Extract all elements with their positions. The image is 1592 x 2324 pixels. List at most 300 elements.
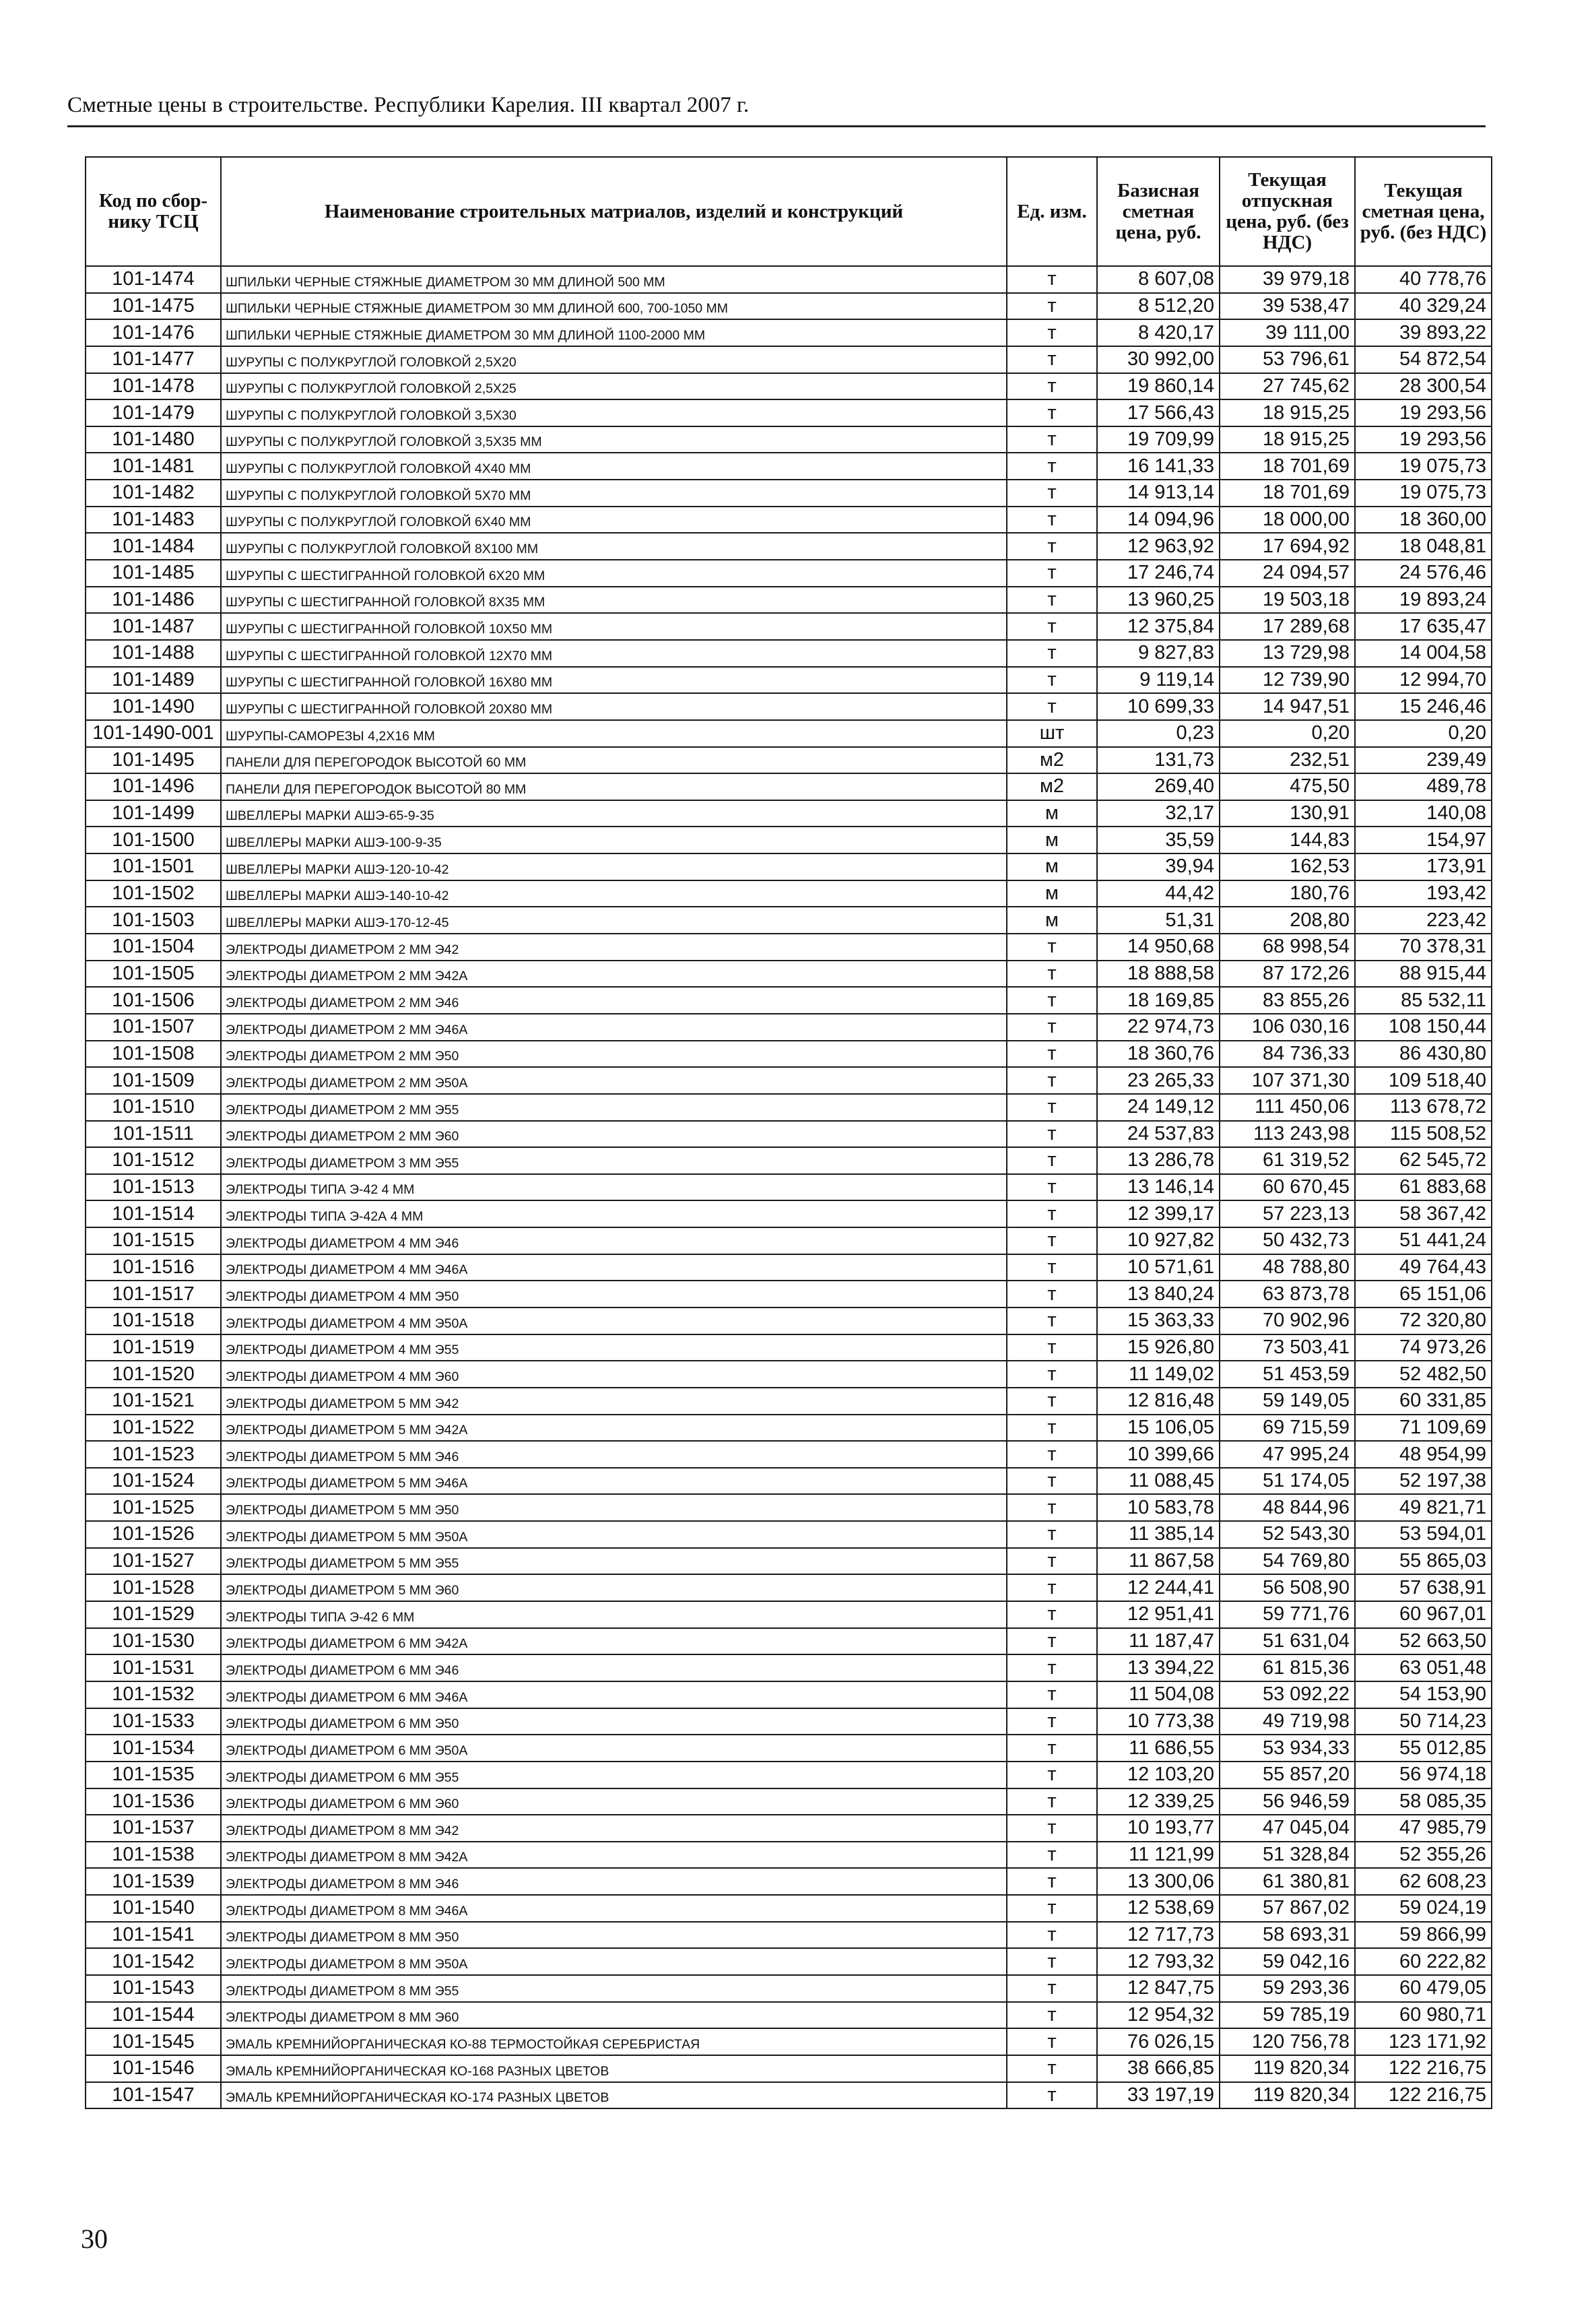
cell-release-price: 58 693,31 <box>1220 1922 1355 1949</box>
cell-code: 101-1520 <box>86 1361 221 1388</box>
cell-code: 101-1485 <box>86 560 221 587</box>
cell-unit: т <box>1007 2055 1097 2082</box>
cell-release-price: 52 543,30 <box>1220 1521 1355 1548</box>
cell-base-price: 12 951,41 <box>1097 1601 1220 1628</box>
cell-release-price: 14 947,51 <box>1220 693 1355 720</box>
cell-code: 101-1526 <box>86 1521 221 1548</box>
cell-name: ШУРУПЫ С ПОЛУКРУГЛОЙ ГОЛОВКОЙ 2,5Х25 <box>221 373 1007 400</box>
cell-base-price: 14 950,68 <box>1097 934 1220 961</box>
cell-estimate-price: 59 024,19 <box>1355 1895 1492 1922</box>
cell-code: 101-1500 <box>86 827 221 853</box>
cell-base-price: 0,23 <box>1097 720 1220 747</box>
cell-release-price: 111 450,06 <box>1220 1094 1355 1121</box>
cell-unit: т <box>1007 2028 1097 2055</box>
cell-code: 101-1538 <box>86 1842 221 1869</box>
cell-release-price: 69 715,59 <box>1220 1415 1355 1442</box>
cell-name: ЭЛЕКТРОДЫ ДИАМЕТРОМ 8 ММ Э42 <box>221 1815 1007 1842</box>
table-row <box>86 1281 1492 1308</box>
cell-unit: т <box>1007 1334 1097 1361</box>
cell-release-price: 53 092,22 <box>1220 1681 1355 1708</box>
cell-estimate-price: 193,42 <box>1355 880 1492 907</box>
cell-base-price: 14 094,96 <box>1097 507 1220 534</box>
cell-code: 101-1537 <box>86 1815 221 1842</box>
cell-release-price: 39 979,18 <box>1220 266 1355 293</box>
cell-code: 101-1539 <box>86 1868 221 1895</box>
cell-code: 101-1495 <box>86 747 221 774</box>
cell-estimate-price: 18 360,00 <box>1355 507 1492 534</box>
cell-base-price: 269,40 <box>1097 773 1220 800</box>
cell-name: ЭЛЕКТРОДЫ ДИАМЕТРОМ 5 ММ Э50А <box>221 1521 1007 1548</box>
cell-unit: т <box>1007 1788 1097 1815</box>
cell-estimate-price: 39 893,22 <box>1355 319 1492 346</box>
cell-name: ЭЛЕКТРОДЫ ДИАМЕТРОМ 5 ММ Э55 <box>221 1548 1007 1575</box>
cell-release-price: 144,83 <box>1220 827 1355 853</box>
cell-code: 101-1487 <box>86 613 221 640</box>
cell-code: 101-1546 <box>86 2055 221 2082</box>
cell-release-price: 50 432,73 <box>1220 1227 1355 1254</box>
cell-base-price: 12 963,92 <box>1097 533 1220 560</box>
cell-name: ЭЛЕКТРОДЫ ДИАМЕТРОМ 5 ММ Э42 <box>221 1388 1007 1415</box>
cell-code: 101-1542 <box>86 1948 221 1975</box>
cell-estimate-price: 28 300,54 <box>1355 373 1492 400</box>
cell-unit: т <box>1007 1681 1097 1708</box>
cell-unit: м <box>1007 853 1097 880</box>
cell-base-price: 12 103,20 <box>1097 1762 1220 1788</box>
cell-release-price: 48 844,96 <box>1220 1494 1355 1521</box>
cell-code: 101-1519 <box>86 1334 221 1361</box>
column-header-unit: Ед. изм. <box>1007 157 1097 266</box>
cell-name: ШУРУПЫ С ПОЛУКРУГЛОЙ ГОЛОВКОЙ 4Х40 ММ <box>221 453 1007 480</box>
cell-name: ШУРУПЫ С ПОЛУКРУГЛОЙ ГОЛОВКОЙ 3,5Х35 ММ <box>221 426 1007 453</box>
cell-name: ЭЛЕКТРОДЫ ДИАМЕТРОМ 2 ММ Э42А <box>221 961 1007 988</box>
cell-release-price: 57 867,02 <box>1220 1895 1355 1922</box>
cell-release-price: 51 453,59 <box>1220 1361 1355 1388</box>
cell-code: 101-1532 <box>86 1681 221 1708</box>
cell-code: 101-1523 <box>86 1441 221 1468</box>
cell-estimate-price: 55 012,85 <box>1355 1735 1492 1762</box>
cell-code: 101-1483 <box>86 507 221 534</box>
table-row <box>86 1681 1492 1708</box>
cell-base-price: 15 106,05 <box>1097 1415 1220 1442</box>
cell-unit: т <box>1007 1895 1097 1922</box>
cell-release-price: 48 788,80 <box>1220 1254 1355 1281</box>
cell-code: 101-1490-001 <box>86 720 221 747</box>
cell-code: 101-1544 <box>86 2002 221 2029</box>
cell-release-price: 39 538,47 <box>1220 293 1355 320</box>
cell-name: ШУРУПЫ С ПОЛУКРУГЛОЙ ГОЛОВКОЙ 3,5Х30 <box>221 399 1007 426</box>
cell-estimate-price: 24 576,46 <box>1355 560 1492 587</box>
cell-code: 101-1511 <box>86 1121 221 1148</box>
cell-release-price: 56 946,59 <box>1220 1788 1355 1815</box>
cell-unit: т <box>1007 1067 1097 1094</box>
cell-estimate-price: 113 678,72 <box>1355 1094 1492 1121</box>
cell-code: 101-1496 <box>86 773 221 800</box>
table-row <box>86 319 1492 346</box>
cell-code: 101-1504 <box>86 934 221 961</box>
cell-release-price: 51 174,05 <box>1220 1468 1355 1495</box>
cell-unit: т <box>1007 1041 1097 1068</box>
cell-name: ЭЛЕКТРОДЫ ДИАМЕТРОМ 5 ММ Э42А <box>221 1415 1007 1442</box>
cell-estimate-price: 40 778,76 <box>1355 266 1492 293</box>
cell-estimate-price: 60 967,01 <box>1355 1601 1492 1628</box>
table-row <box>86 560 1492 587</box>
table-row <box>86 1094 1492 1121</box>
cell-base-price: 44,42 <box>1097 880 1220 907</box>
cell-release-price: 18 701,69 <box>1220 480 1355 507</box>
cell-base-price: 13 960,25 <box>1097 587 1220 614</box>
cell-estimate-price: 57 638,91 <box>1355 1574 1492 1601</box>
cell-estimate-price: 71 109,69 <box>1355 1415 1492 1442</box>
cell-code: 101-1510 <box>86 1094 221 1121</box>
cell-estimate-price: 140,08 <box>1355 800 1492 827</box>
cell-release-price: 162,53 <box>1220 853 1355 880</box>
table-row <box>86 1415 1492 1442</box>
cell-estimate-price: 52 355,26 <box>1355 1842 1492 1869</box>
table-row <box>86 2002 1492 2029</box>
cell-code: 101-1525 <box>86 1494 221 1521</box>
cell-unit: м2 <box>1007 773 1097 800</box>
cell-name: ШУРУПЫ С ПОЛУКРУГЛОЙ ГОЛОВКОЙ 8Х100 ММ <box>221 533 1007 560</box>
cell-release-price: 19 503,18 <box>1220 587 1355 614</box>
cell-unit: м2 <box>1007 747 1097 774</box>
cell-code: 101-1515 <box>86 1227 221 1254</box>
cell-code: 101-1506 <box>86 987 221 1014</box>
cell-unit: т <box>1007 1708 1097 1735</box>
cell-unit: т <box>1007 1281 1097 1308</box>
cell-code: 101-1488 <box>86 640 221 667</box>
table-row <box>86 693 1492 720</box>
cell-name: ЭЛЕКТРОДЫ ДИАМЕТРОМ 5 ММ Э50 <box>221 1494 1007 1521</box>
cell-unit: т <box>1007 693 1097 720</box>
cell-release-price: 59 293,36 <box>1220 1975 1355 2002</box>
cell-base-price: 11 121,99 <box>1097 1842 1220 1869</box>
cell-name: ШУРУПЫ С ШЕСТИГРАННОЙ ГОЛОВКОЙ 10Х50 ММ <box>221 613 1007 640</box>
cell-name: ЭМАЛЬ КРЕМНИЙОРГАНИЧЕСКАЯ КО-174 РАЗНЫХ ЦВЕТОВ <box>221 2082 1007 2109</box>
table-row <box>86 1441 1492 1468</box>
cell-code: 101-1513 <box>86 1174 221 1201</box>
cell-estimate-price: 15 246,46 <box>1355 693 1492 720</box>
cell-name: ЭМАЛЬ КРЕМНИЙОРГАНИЧЕСКАЯ КО-88 ТЕРМОСТОЙКАЯ СЕРЕБРИСТАЯ <box>221 2028 1007 2055</box>
cell-name: ЭЛЕКТРОДЫ ДИАМЕТРОМ 2 ММ Э50А <box>221 1067 1007 1094</box>
cell-base-price: 14 913,14 <box>1097 480 1220 507</box>
cell-base-price: 38 666,85 <box>1097 2055 1220 2082</box>
table-row <box>86 640 1492 667</box>
cell-release-price: 54 769,80 <box>1220 1548 1355 1575</box>
cell-estimate-price: 123 171,92 <box>1355 2028 1492 2055</box>
cell-base-price: 30 992,00 <box>1097 346 1220 373</box>
table-row <box>86 399 1492 426</box>
cell-unit: т <box>1007 587 1097 614</box>
table-row <box>86 2055 1492 2082</box>
cell-code: 101-1535 <box>86 1762 221 1788</box>
cell-estimate-price: 60 479,05 <box>1355 1975 1492 2002</box>
table-row <box>86 667 1492 694</box>
cell-estimate-price: 53 594,01 <box>1355 1521 1492 1548</box>
table-row <box>86 720 1492 747</box>
cell-estimate-price: 60 331,85 <box>1355 1388 1492 1415</box>
cell-release-price: 13 729,98 <box>1220 640 1355 667</box>
column-header-code: Код по сбор-нику ТСЦ <box>86 157 221 266</box>
cell-estimate-price: 47 985,79 <box>1355 1815 1492 1842</box>
cell-estimate-price: 60 222,82 <box>1355 1948 1492 1975</box>
table-row <box>86 1975 1492 2002</box>
cell-unit: м <box>1007 907 1097 934</box>
table-row <box>86 2082 1492 2109</box>
cell-estimate-price: 60 980,71 <box>1355 2002 1492 2029</box>
cell-name: ШУРУПЫ С ШЕСТИГРАННОЙ ГОЛОВКОЙ 20Х80 ММ <box>221 693 1007 720</box>
cell-estimate-price: 58 367,42 <box>1355 1200 1492 1227</box>
cell-unit: т <box>1007 1922 1097 1949</box>
cell-name: ЭЛЕКТРОДЫ ДИАМЕТРОМ 6 ММ Э50А <box>221 1735 1007 1762</box>
cell-estimate-price: 59 866,99 <box>1355 1922 1492 1949</box>
cell-estimate-price: 12 994,70 <box>1355 667 1492 694</box>
price-table <box>85 156 1492 2109</box>
cell-estimate-price: 19 075,73 <box>1355 453 1492 480</box>
cell-release-price: 232,51 <box>1220 747 1355 774</box>
cell-base-price: 76 026,15 <box>1097 2028 1220 2055</box>
cell-base-price: 19 709,99 <box>1097 426 1220 453</box>
cell-base-price: 11 149,02 <box>1097 1361 1220 1388</box>
table-body <box>86 266 1492 2108</box>
cell-name: ЭЛЕКТРОДЫ ДИАМЕТРОМ 3 ММ Э55 <box>221 1147 1007 1174</box>
table-row <box>86 1762 1492 1788</box>
cell-base-price: 131,73 <box>1097 747 1220 774</box>
cell-unit: т <box>1007 1121 1097 1148</box>
cell-code: 101-1474 <box>86 266 221 293</box>
cell-unit: т <box>1007 1094 1097 1121</box>
cell-code: 101-1501 <box>86 853 221 880</box>
cell-code: 101-1517 <box>86 1281 221 1308</box>
cell-unit: т <box>1007 934 1097 961</box>
cell-base-price: 9 827,83 <box>1097 640 1220 667</box>
cell-base-price: 12 538,69 <box>1097 1895 1220 1922</box>
cell-unit: т <box>1007 1254 1097 1281</box>
cell-base-price: 9 119,14 <box>1097 667 1220 694</box>
cell-code: 101-1479 <box>86 399 221 426</box>
cell-release-price: 119 820,34 <box>1220 2082 1355 2109</box>
table-row <box>86 1654 1492 1681</box>
cell-unit: т <box>1007 1147 1097 1174</box>
cell-name: ЭМАЛЬ КРЕМНИЙОРГАНИЧЕСКАЯ КО-168 РАЗНЫХ ЦВЕТОВ <box>221 2055 1007 2082</box>
cell-name: ЭЛЕКТРОДЫ ДИАМЕТРОМ 6 ММ Э46А <box>221 1681 1007 1708</box>
table-row <box>86 587 1492 614</box>
cell-name: ШВЕЛЛЕРЫ МАРКИ АШЭ-120-10-42 <box>221 853 1007 880</box>
table-row <box>86 1601 1492 1628</box>
cell-estimate-price: 122 216,75 <box>1355 2082 1492 2109</box>
cell-code: 101-1533 <box>86 1708 221 1735</box>
cell-unit: т <box>1007 507 1097 534</box>
table-row <box>86 1574 1492 1601</box>
cell-name: ЭЛЕКТРОДЫ ДИАМЕТРОМ 8 ММ Э60 <box>221 2002 1007 2029</box>
cell-code: 101-1536 <box>86 1788 221 1815</box>
cell-release-price: 87 172,26 <box>1220 961 1355 988</box>
cell-estimate-price: 61 883,68 <box>1355 1174 1492 1201</box>
table-row <box>86 800 1492 827</box>
cell-unit: т <box>1007 2002 1097 2029</box>
cell-base-price: 10 773,38 <box>1097 1708 1220 1735</box>
cell-estimate-price: 14 004,58 <box>1355 640 1492 667</box>
cell-release-price: 49 719,98 <box>1220 1708 1355 1735</box>
cell-name: ЭЛЕКТРОДЫ ДИАМЕТРОМ 4 ММ Э55 <box>221 1334 1007 1361</box>
cell-base-price: 16 141,33 <box>1097 453 1220 480</box>
cell-code: 101-1481 <box>86 453 221 480</box>
table-row <box>86 1868 1492 1895</box>
table-row <box>86 1494 1492 1521</box>
cell-release-price: 47 045,04 <box>1220 1815 1355 1842</box>
cell-estimate-price: 109 518,40 <box>1355 1067 1492 1094</box>
cell-name: ШУРУПЫ С ШЕСТИГРАННОЙ ГОЛОВКОЙ 8Х35 ММ <box>221 587 1007 614</box>
cell-unit: т <box>1007 1388 1097 1415</box>
table-header-row <box>86 157 1492 266</box>
table-row <box>86 853 1492 880</box>
cell-name: ШПИЛЬКИ ЧЕРНЫЕ СТЯЖНЫЕ ДИАМЕТРОМ 30 ММ ДЛИНОЙ 1100-2000 ММ <box>221 319 1007 346</box>
cell-name: ЭЛЕКТРОДЫ ДИАМЕТРОМ 6 ММ Э55 <box>221 1762 1007 1788</box>
cell-estimate-price: 54 872,54 <box>1355 346 1492 373</box>
cell-name: ШВЕЛЛЕРЫ МАРКИ АШЭ-100-9-35 <box>221 827 1007 853</box>
cell-base-price: 24 537,83 <box>1097 1121 1220 1148</box>
cell-name: ЭЛЕКТРОДЫ ДИАМЕТРОМ 6 ММ Э46 <box>221 1654 1007 1681</box>
cell-code: 101-1547 <box>86 2082 221 2109</box>
cell-unit: м <box>1007 880 1097 907</box>
table-row <box>86 1361 1492 1388</box>
cell-base-price: 51,31 <box>1097 907 1220 934</box>
cell-unit: т <box>1007 1361 1097 1388</box>
cell-base-price: 8 512,20 <box>1097 293 1220 320</box>
cell-name: ШВЕЛЛЕРЫ МАРКИ АШЭ-170-12-45 <box>221 907 1007 934</box>
cell-estimate-price: 52 482,50 <box>1355 1361 1492 1388</box>
cell-estimate-price: 50 714,23 <box>1355 1708 1492 1735</box>
cell-release-price: 18 701,69 <box>1220 453 1355 480</box>
cell-unit: т <box>1007 640 1097 667</box>
cell-estimate-price: 70 378,31 <box>1355 934 1492 961</box>
cell-release-price: 61 815,36 <box>1220 1654 1355 1681</box>
table-row <box>86 1121 1492 1148</box>
cell-release-price: 17 694,92 <box>1220 533 1355 560</box>
cell-base-price: 13 840,24 <box>1097 1281 1220 1308</box>
table-row <box>86 426 1492 453</box>
cell-name: ПАНЕЛИ ДЛЯ ПЕРЕГОРОДОК ВЫСОТОЙ 80 ММ <box>221 773 1007 800</box>
cell-release-price: 51 328,84 <box>1220 1842 1355 1869</box>
table-row <box>86 1174 1492 1201</box>
cell-release-price: 55 857,20 <box>1220 1762 1355 1788</box>
cell-name: ЭЛЕКТРОДЫ ТИПА Э-42 4 ММ <box>221 1174 1007 1201</box>
cell-name: ЭЛЕКТРОДЫ ТИПА Э-42 6 ММ <box>221 1601 1007 1628</box>
table-row <box>86 453 1492 480</box>
table-row <box>86 934 1492 961</box>
table-row <box>86 907 1492 934</box>
cell-release-price: 113 243,98 <box>1220 1121 1355 1148</box>
table-row <box>86 1388 1492 1415</box>
cell-name: ЭЛЕКТРОДЫ ДИАМЕТРОМ 4 ММ Э50А <box>221 1308 1007 1334</box>
cell-release-price: 47 995,24 <box>1220 1441 1355 1468</box>
cell-release-price: 83 855,26 <box>1220 987 1355 1014</box>
cell-release-price: 59 771,76 <box>1220 1601 1355 1628</box>
table-row <box>86 1468 1492 1495</box>
cell-code: 101-1541 <box>86 1922 221 1949</box>
cell-unit: т <box>1007 1468 1097 1495</box>
cell-estimate-price: 56 974,18 <box>1355 1762 1492 1788</box>
cell-name: ШУРУПЫ С ПОЛУКРУГЛОЙ ГОЛОВКОЙ 6Х40 ММ <box>221 507 1007 534</box>
cell-release-price: 208,80 <box>1220 907 1355 934</box>
cell-release-price: 180,76 <box>1220 880 1355 907</box>
cell-unit: т <box>1007 1441 1097 1468</box>
table-row <box>86 346 1492 373</box>
cell-code: 101-1521 <box>86 1388 221 1415</box>
cell-code: 101-1527 <box>86 1548 221 1575</box>
cell-unit: т <box>1007 266 1097 293</box>
cell-base-price: 33 197,19 <box>1097 2082 1220 2109</box>
cell-release-price: 27 745,62 <box>1220 373 1355 400</box>
cell-name: ШУРУПЫ С ПОЛУКРУГЛОЙ ГОЛОВКОЙ 5Х70 ММ <box>221 480 1007 507</box>
cell-estimate-price: 154,97 <box>1355 827 1492 853</box>
table-row <box>86 1922 1492 1949</box>
cell-name: ЭЛЕКТРОДЫ ДИАМЕТРОМ 2 ММ Э55 <box>221 1094 1007 1121</box>
table-row <box>86 1628 1492 1655</box>
cell-release-price: 53 796,61 <box>1220 346 1355 373</box>
cell-code: 101-1486 <box>86 587 221 614</box>
cell-base-price: 12 244,41 <box>1097 1574 1220 1601</box>
cell-estimate-price: 63 051,48 <box>1355 1654 1492 1681</box>
cell-name: ЭЛЕКТРОДЫ ДИАМЕТРОМ 5 ММ Э46 <box>221 1441 1007 1468</box>
cell-name: ЭЛЕКТРОДЫ ДИАМЕТРОМ 6 ММ Э42А <box>221 1628 1007 1655</box>
cell-name: ШВЕЛЛЕРЫ МАРКИ АШЭ-140-10-42 <box>221 880 1007 907</box>
cell-code: 101-1516 <box>86 1254 221 1281</box>
cell-unit: т <box>1007 1975 1097 2002</box>
table-row <box>86 613 1492 640</box>
page-number: 30 <box>81 2224 108 2254</box>
cell-name: ШУРУПЫ-САМОРЕЗЫ 4,2Х16 ММ <box>221 720 1007 747</box>
cell-estimate-price: 48 954,99 <box>1355 1441 1492 1468</box>
table-row <box>86 1895 1492 1922</box>
cell-base-price: 13 146,14 <box>1097 1174 1220 1201</box>
cell-base-price: 10 193,77 <box>1097 1815 1220 1842</box>
cell-code: 101-1505 <box>86 961 221 988</box>
cell-code: 101-1509 <box>86 1067 221 1094</box>
cell-estimate-price: 86 430,80 <box>1355 1041 1492 1068</box>
cell-estimate-price: 19 293,56 <box>1355 399 1492 426</box>
cell-base-price: 32,17 <box>1097 800 1220 827</box>
cell-estimate-price: 74 973,26 <box>1355 1334 1492 1361</box>
cell-unit: т <box>1007 2082 1097 2109</box>
cell-release-price: 70 902,96 <box>1220 1308 1355 1334</box>
header-rule <box>67 125 1486 127</box>
cell-estimate-price: 52 197,38 <box>1355 1468 1492 1495</box>
table-row <box>86 987 1492 1014</box>
cell-estimate-price: 62 608,23 <box>1355 1868 1492 1895</box>
cell-unit: т <box>1007 1200 1097 1227</box>
cell-release-price: 59 785,19 <box>1220 2002 1355 2029</box>
cell-name: ЭЛЕКТРОДЫ ДИАМЕТРОМ 6 ММ Э50 <box>221 1708 1007 1735</box>
cell-base-price: 11 088,45 <box>1097 1468 1220 1495</box>
cell-code: 101-1482 <box>86 480 221 507</box>
cell-code: 101-1524 <box>86 1468 221 1495</box>
cell-name: ЭЛЕКТРОДЫ ДИАМЕТРОМ 8 ММ Э46 <box>221 1868 1007 1895</box>
cell-base-price: 8 420,17 <box>1097 319 1220 346</box>
cell-base-price: 12 399,17 <box>1097 1200 1220 1227</box>
cell-release-price: 106 030,16 <box>1220 1014 1355 1041</box>
cell-name: ШПИЛЬКИ ЧЕРНЫЕ СТЯЖНЫЕ ДИАМЕТРОМ 30 ММ ДЛИНОЙ 500 ММ <box>221 266 1007 293</box>
cell-base-price: 12 816,48 <box>1097 1388 1220 1415</box>
cell-unit: т <box>1007 987 1097 1014</box>
cell-name: ЭЛЕКТРОДЫ ТИПА Э-42А 4 ММ <box>221 1200 1007 1227</box>
cell-code: 101-1475 <box>86 293 221 320</box>
table-row <box>86 533 1492 560</box>
cell-code: 101-1508 <box>86 1041 221 1068</box>
cell-unit: т <box>1007 1628 1097 1655</box>
cell-unit: т <box>1007 453 1097 480</box>
cell-base-price: 11 686,55 <box>1097 1735 1220 1762</box>
cell-base-price: 39,94 <box>1097 853 1220 880</box>
